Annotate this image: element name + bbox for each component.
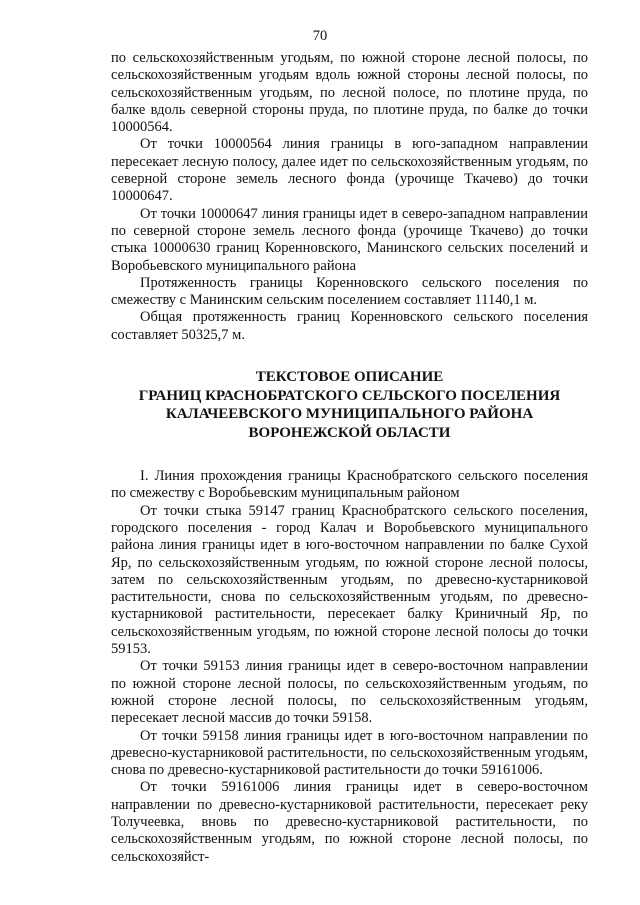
paragraph: От точки 10000647 линия границы идет в северо-западном направлении по северной стороне земель лесного фонда (урочище Ткачево) до точки стыка 10000630 границ Коренновского, Манинского сельских поселений и Воробьевского муниципального района [111, 205, 588, 274]
heading-line: КАЛАЧЕЕВСКОГО МУНИЦИПАЛЬНОГО РАЙОНА [165, 406, 534, 423]
heading-line: ГРАНИЦ КРАСНОБРАТСКОГО СЕЛЬСКОГО ПОСЕЛЕНИЯ [138, 387, 561, 404]
paragraph: Протяженность границы Коренновского сельского поселения по смежеству с Манинским сельским поселением составляет 11140,1 м. [111, 274, 588, 309]
paragraph-continued: по сельскохозяйственным угодьям, по южной стороне лесной полосы, по сельскохозяйственным угодьям вдоль южной стороны лесной полосы, по сельскохозяйственным угодьям, по лесной полосе, по плотине пруда, по балке вдоль северной стороны пруда, по плотине пруда, по балке до точки 10000564. [111, 50, 588, 136]
heading-line: ВОРОНЕЖСКОЙ ОБЛАСТИ [248, 424, 451, 441]
paragraph: От точки 10000564 линия границы в юго-западном направлении пересекает лесную полосу, далее идет по сельскохозяйственным угодьям, по северной стороне земель лесного фонда (урочище Ткачево) до точки 10000647. [111, 136, 588, 205]
page-number: 70 [312, 28, 328, 44]
paragraph: От точки 59161006 линия границы идет в северо-восточном направлении по древесно-кустарниковой растительности, пересекает реку Толучеевка, вновь по древесно-кустарниковой растительности, по сельскохозяйственным угодьям, по южной стороне лесной полосы, по сельскохозяйст- [111, 779, 588, 865]
section-heading [111, 368, 588, 442]
heading-line: ТЕКСТОВОЕ ОПИСАНИЕ [255, 369, 444, 386]
paragraph: I. Линия прохождения границы Краснобратского сельского поселения по смежеству с Воробьевским муниципальным районом [111, 468, 588, 502]
document-body [111, 50, 588, 866]
paragraph: Общая протяженность границ Коренновского сельского поселения составляет 50325,7 м. [111, 309, 588, 343]
paragraph: От точки стыка 59147 границ Краснобратского сельского поселения, городского поселения - город Калач и Воробьевского муниципального района линия границы идет в юго-восточном направлении по балке Сухой Яр, по сельскохозяйственным угодьям, по южной стороне лесной полосы, затем по сельскохозяйственным угодьям, по древесно-кустарниковой растительности, снова по сельскохозяйственным угодьям, по древесно-кустарниковой растительности, пересекает балку Криничный Яр, по сельскохозяйственным угодьям, по южной стороне лесной полосы до точки 59153. [111, 502, 588, 658]
paragraph: От точки 59158 линия границы идет в юго-восточном направлении по древесно-кустарниковой растительности, по сельскохозяйственным угодьям, снова по древесно-кустарниковой растительности до точки 59161006. [111, 727, 588, 779]
paragraph: От точки 59153 линия границы идет в северо-восточном направлении по южной стороне лесной полосы, по сельскохозяйственным угодьям, по южной стороне лесной полосы, по сельскохозяйственным угодьям, пересекает лесной массив до точки 59158. [111, 658, 588, 727]
